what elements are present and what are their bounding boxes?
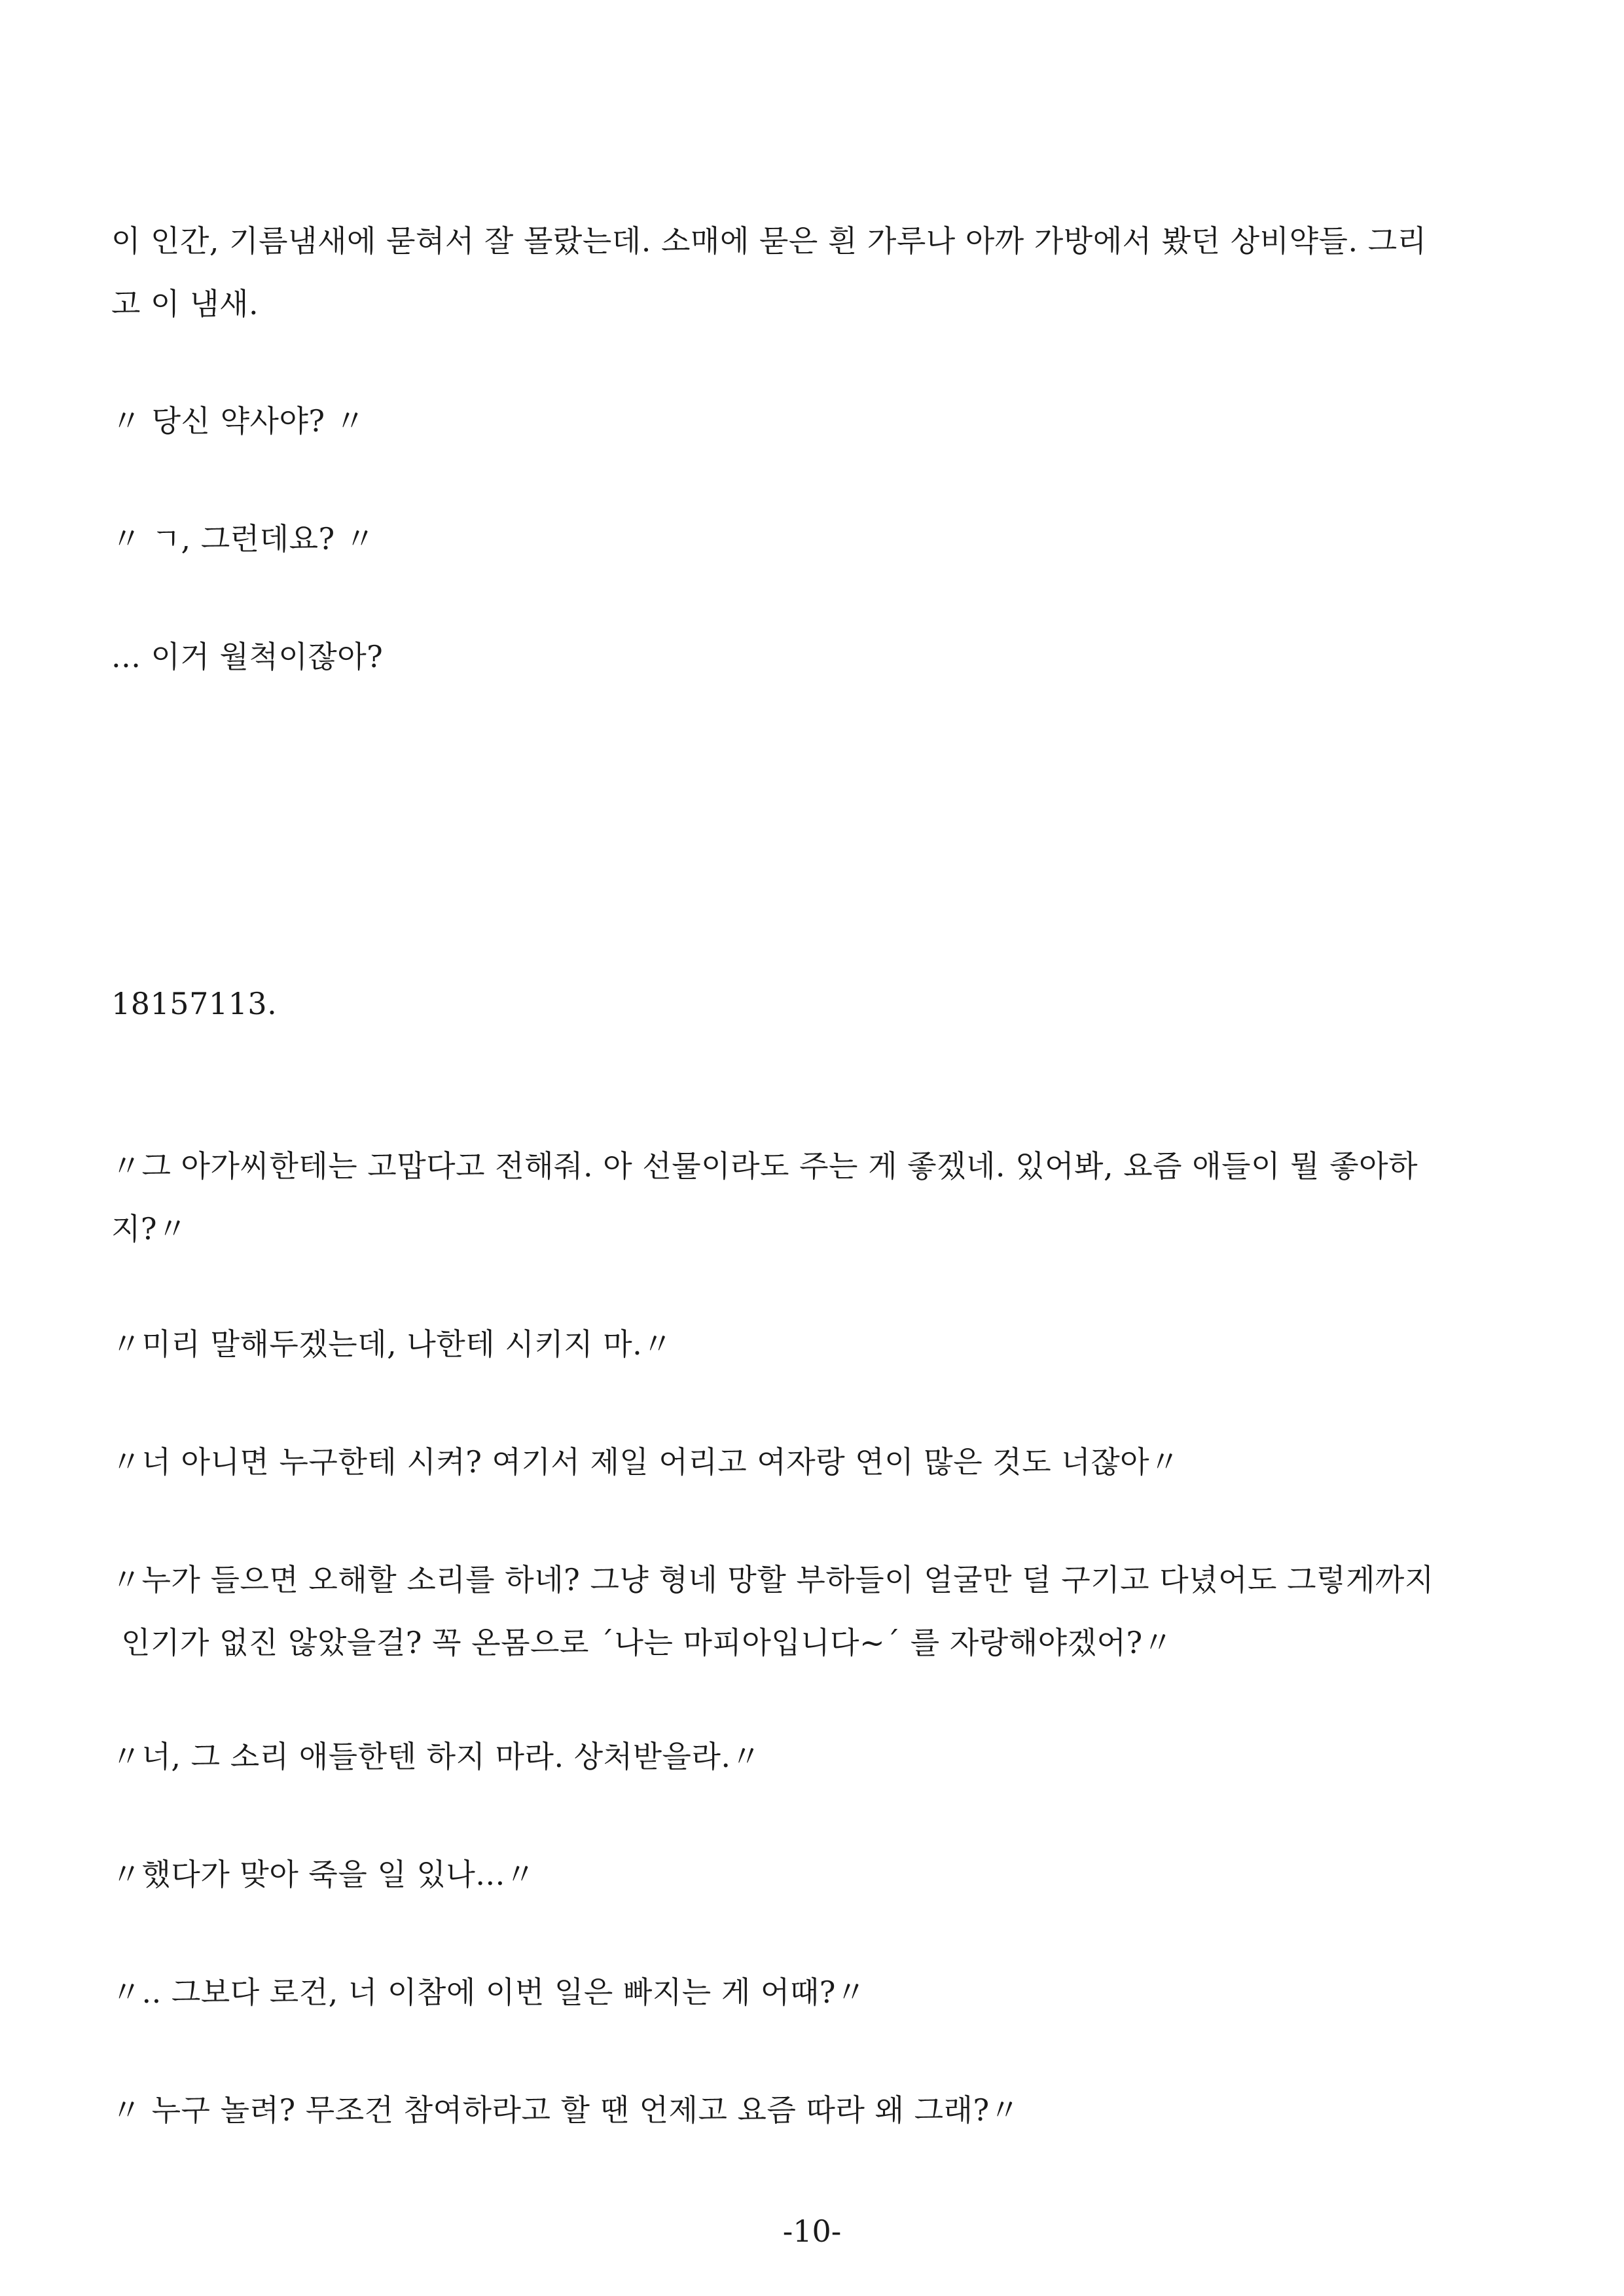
paragraph-dialogue-3: 〃그 아가씨한테는 고맙다고 전해줘. 아 선물이라도 주는 게 좋겠네. 있어봐, 요즘 애들이 뭘 좋아하 지?〃 [111, 1148, 1418, 1247]
paragraph-dialogue-6: 〃누가 들으면 오해할 소리를 하네? 그냥 형네 망할 부하들이 얼굴만 덜 구기고 다녔어도 그렇게까지 인기가 없진 않았을걸? 꼭 온몸으로 ´나는 마피아입니다~´ 를 자랑해야겠어?〃 [111, 1562, 1434, 1660]
paragraph-dialogue-1: 〃 당신 약사야? 〃 [111, 403, 366, 439]
paragraph-narration-1: 이 인간, 기름냄새에 묻혀서 잘 몰랐는데. 소매에 묻은 흰 가루나 아까 가방에서 봤던 상비약들. 그리 고 이 냄새. [111, 223, 1427, 321]
page-number: -10- [782, 2214, 842, 2249]
paragraph-dialogue-4: 〃미리 말해두겠는데, 나한테 시키지 마.〃 [111, 1326, 673, 1362]
paragraph-dialogue-10: 〃 누구 놀려? 무조건 참여하라고 할 땐 언제고 요즘 따라 왜 그래?〃 [111, 2092, 1020, 2128]
paragraph-narration-2: ... 이거 월척이잖아? [111, 639, 384, 674]
paragraph-dialogue-5: 〃너 아니면 누구한테 시켜? 여기서 제일 어리고 여자랑 연이 많은 것도 너잖아〃 [111, 1444, 1180, 1480]
paragraph-dialogue-8: 〃했다가 맞아 죽을 일 있나...〃 [111, 1857, 536, 1892]
paragraph-dialogue-9: 〃.. 그보다 로건, 너 이참에 이번 일은 빠지는 게 어때?〃 [111, 1975, 867, 2010]
scene-number: 18157113. [111, 986, 278, 1021]
paragraph-dialogue-2: 〃 ㄱ, 그런데요? 〃 [111, 521, 376, 556]
paragraph-dialogue-7: 〃너, 그 소리 애들한텐 하지 마라. 상처받을라.〃 [111, 1739, 762, 1774]
